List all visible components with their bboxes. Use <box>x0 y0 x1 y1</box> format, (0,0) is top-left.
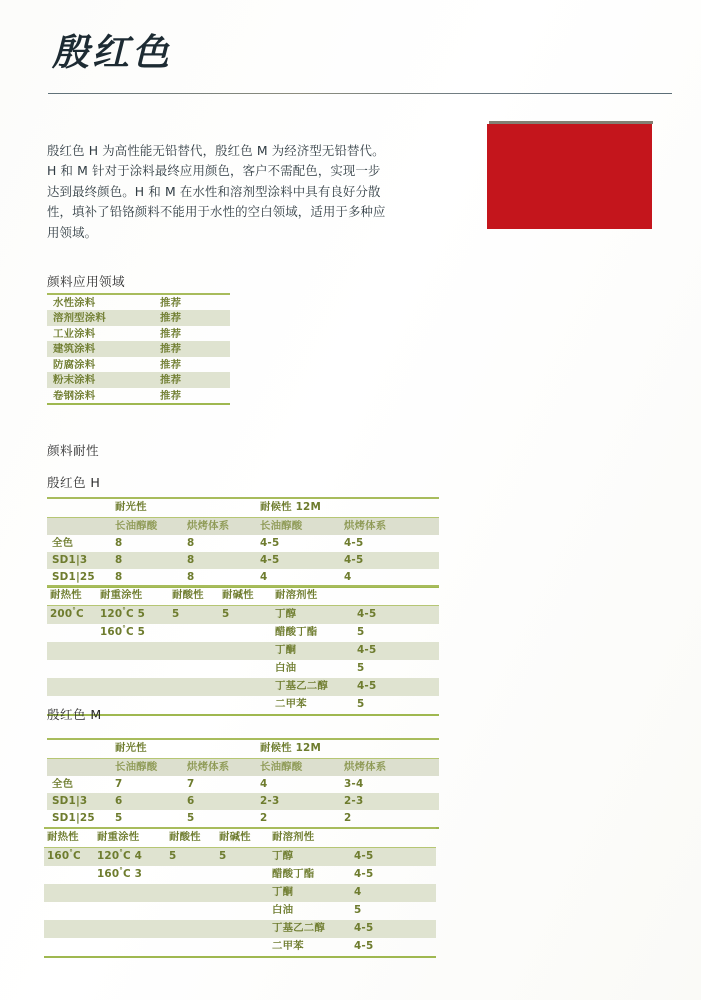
table-row <box>47 696 439 714</box>
applications-table <box>47 293 230 405</box>
resistance-header-row <box>44 829 436 847</box>
subheading-m: 殷红色 M <box>47 707 102 722</box>
lightfast-value: 4-5 <box>260 536 280 549</box>
recoat-resistance-value: 160°C 5 <box>100 624 146 638</box>
table-row <box>47 660 439 678</box>
lightfast-value: 4 <box>344 570 352 583</box>
solvent-name: 丁基乙二醇 <box>272 921 325 934</box>
group-header-weathering: 耐候性 12M <box>260 741 321 754</box>
lightfast-label: SD1|3 <box>52 553 88 566</box>
lightfast-value: 8 <box>115 570 123 583</box>
color-swatch <box>487 121 653 229</box>
solvent-value: 5 <box>357 625 365 638</box>
solvent-value: 5 <box>357 697 365 710</box>
lightfast-value: 4 <box>260 777 268 790</box>
col-header-heat: 耐热性 <box>47 830 79 843</box>
col-header-1: 长油醇酸 <box>115 519 158 532</box>
intro-text: 殷红色 H 为高性能无铅替代，殷红色 M 为经济型无铅替代。H 和 M 针对于涂料最终应用颜色，客户不需配色，实现一步达到最终颜色。H 和 M 在水性和溶剂型涂料中具有良好分散性，填补了铅铬颜料不能用于水性的空白领域，适用于多种应用领域。 <box>47 143 386 240</box>
solvent-name: 醋酸丁酯 <box>275 625 318 638</box>
col-header-4: 烘烤体系 <box>344 519 387 532</box>
applications-heading: 颜料应用领域 <box>47 274 125 289</box>
col-header-4: 烘烤体系 <box>344 760 387 773</box>
solvent-name: 白油 <box>275 661 297 674</box>
lightfast-value: 8 <box>115 536 123 549</box>
resistance-table-h <box>47 585 439 716</box>
lightfast-value: 8 <box>187 536 195 549</box>
solvent-name: 丁醇 <box>275 607 297 620</box>
table-rule-bottom <box>47 714 439 716</box>
durability-heading: 颜料耐性 <box>47 443 99 458</box>
solvent-value: 5 <box>354 903 362 916</box>
application-row <box>47 326 230 342</box>
table-row <box>44 884 436 902</box>
table-row <box>47 624 439 642</box>
recoat-resistance-value: 120°C 5 <box>100 606 146 620</box>
col-header-3: 长油醇酸 <box>260 519 303 532</box>
lightfast-label: 全色 <box>52 777 74 790</box>
solvent-name: 白油 <box>272 903 294 916</box>
solvent-name: 丁基乙二醇 <box>275 679 328 692</box>
lightfast-table-h <box>47 497 439 588</box>
lightfast-value: 4 <box>260 570 268 583</box>
table-row <box>44 866 436 884</box>
application-value: 推荐 <box>160 389 182 402</box>
table-row <box>44 848 436 866</box>
table-row <box>47 606 439 624</box>
alkali-resistance-value: 5 <box>219 849 227 862</box>
group-header-lightfastness: 耐光性 <box>115 741 147 754</box>
solvent-value: 4-5 <box>354 849 374 862</box>
application-row <box>47 357 230 373</box>
lightfast-value: 7 <box>187 777 195 790</box>
recoat-resistance-value: 160°C 3 <box>97 866 143 880</box>
application-value: 推荐 <box>160 343 182 356</box>
application-row <box>47 310 230 326</box>
application-name: 水性涂料 <box>53 296 96 309</box>
lightfast-label: SD1|3 <box>52 794 88 807</box>
application-value: 推荐 <box>160 358 182 371</box>
application-name: 卷钢涂料 <box>53 389 96 402</box>
lightfast-value: 2 <box>260 811 268 824</box>
solvent-name: 二甲苯 <box>275 697 307 710</box>
solvent-name: 丁酮 <box>275 643 297 656</box>
lightfast-value: 4-5 <box>260 553 280 566</box>
resistance-header-row <box>47 587 439 605</box>
table-row <box>47 535 439 552</box>
application-name: 溶剂型涂料 <box>53 312 106 325</box>
col-header-acid: 耐酸性 <box>172 588 204 601</box>
solvent-value: 4-5 <box>357 607 377 620</box>
lightfast-value: 5 <box>187 811 195 824</box>
lightfast-value: 2 <box>344 811 352 824</box>
table-row <box>47 552 439 569</box>
lightfast-value: 6 <box>115 794 123 807</box>
acid-resistance-value: 5 <box>172 607 180 620</box>
application-name: 防腐涂料 <box>53 358 96 371</box>
group-header-lightfastness: 耐光性 <box>115 500 147 513</box>
application-value: 推荐 <box>160 296 182 309</box>
table-row <box>47 642 439 660</box>
solvent-name: 二甲苯 <box>272 939 304 952</box>
col-header-3: 长油醇酸 <box>260 760 303 773</box>
solvent-value: 4-5 <box>354 939 374 952</box>
lightfast-value: 2-3 <box>260 794 280 807</box>
table-row <box>47 678 439 696</box>
intro-paragraph <box>47 141 387 243</box>
application-name: 建筑涂料 <box>53 343 96 356</box>
application-name: 粉末涂料 <box>53 374 96 387</box>
alkali-resistance-value: 5 <box>222 607 230 620</box>
solvent-value: 4 <box>354 885 362 898</box>
solvent-value: 4-5 <box>354 921 374 934</box>
lightfast-value: 8 <box>187 553 195 566</box>
table-row <box>44 938 436 956</box>
lightfast-value: 3-4 <box>344 777 364 790</box>
solvent-value: 4-5 <box>357 643 377 656</box>
application-value: 推荐 <box>160 312 182 325</box>
lightfast-label: SD1|25 <box>52 570 95 583</box>
application-value: 推荐 <box>160 374 182 387</box>
col-header-alkali: 耐碱性 <box>222 588 254 601</box>
application-row <box>47 388 230 404</box>
lightfast-label: 全色 <box>52 536 74 549</box>
solvent-name: 丁酮 <box>272 885 294 898</box>
solvent-value: 4-5 <box>357 679 377 692</box>
col-header-alkali: 耐碱性 <box>219 830 251 843</box>
lightfast-value: 4-5 <box>344 536 364 549</box>
acid-resistance-value: 5 <box>169 849 177 862</box>
sub-header-row <box>47 518 439 535</box>
table-row <box>47 793 439 810</box>
col-header-recoat: 耐重涂性 <box>100 588 143 601</box>
table-row <box>44 920 436 938</box>
group-header-weathering: 耐候性 12M <box>260 500 321 513</box>
lightfast-value: 2-3 <box>344 794 364 807</box>
sub-header-row <box>47 759 439 776</box>
application-row <box>47 341 230 357</box>
resistance-table-m <box>44 827 436 958</box>
col-header-acid: 耐酸性 <box>169 830 201 843</box>
recoat-resistance-value: 120°C 4 <box>97 848 143 862</box>
col-header-2: 烘烤体系 <box>187 760 230 773</box>
group-header-row <box>47 740 439 758</box>
col-header-heat: 耐热性 <box>50 588 82 601</box>
solvent-name: 醋酸丁酯 <box>272 867 315 880</box>
solvent-value: 4-5 <box>354 867 374 880</box>
swatch-fill <box>487 124 652 229</box>
col-header-1: 长油醇酸 <box>115 760 158 773</box>
lightfast-value: 8 <box>115 553 123 566</box>
table-row <box>47 810 439 827</box>
lightfast-value: 5 <box>115 811 123 824</box>
table-rule-bottom <box>44 956 436 958</box>
subheading-h: 殷红色 H <box>47 475 101 490</box>
title-divider <box>48 93 672 94</box>
group-header-row <box>47 499 439 517</box>
application-row <box>47 295 230 311</box>
lightfast-label: SD1|25 <box>52 811 95 824</box>
table-row <box>47 776 439 793</box>
heat-resistance-value: 160°C <box>47 848 81 862</box>
table-row <box>47 569 439 586</box>
col-header-2: 烘烤体系 <box>187 519 230 532</box>
lightfast-value: 4-5 <box>344 553 364 566</box>
heat-resistance-value: 200°C <box>50 606 84 620</box>
lightfast-value: 8 <box>187 570 195 583</box>
application-row <box>47 372 230 388</box>
application-name: 工业涂料 <box>53 327 96 340</box>
table-row <box>44 902 436 920</box>
lightfast-table-m <box>47 738 439 829</box>
col-header-solvent: 耐溶剂性 <box>272 830 315 843</box>
col-header-recoat: 耐重涂性 <box>97 830 140 843</box>
page-title: 殷红色 <box>52 30 172 74</box>
lightfast-value: 7 <box>115 777 123 790</box>
col-header-solvent: 耐溶剂性 <box>275 588 318 601</box>
solvent-name: 丁醇 <box>272 849 294 862</box>
lightfast-value: 6 <box>187 794 195 807</box>
solvent-value: 5 <box>357 661 365 674</box>
application-value: 推荐 <box>160 327 182 340</box>
